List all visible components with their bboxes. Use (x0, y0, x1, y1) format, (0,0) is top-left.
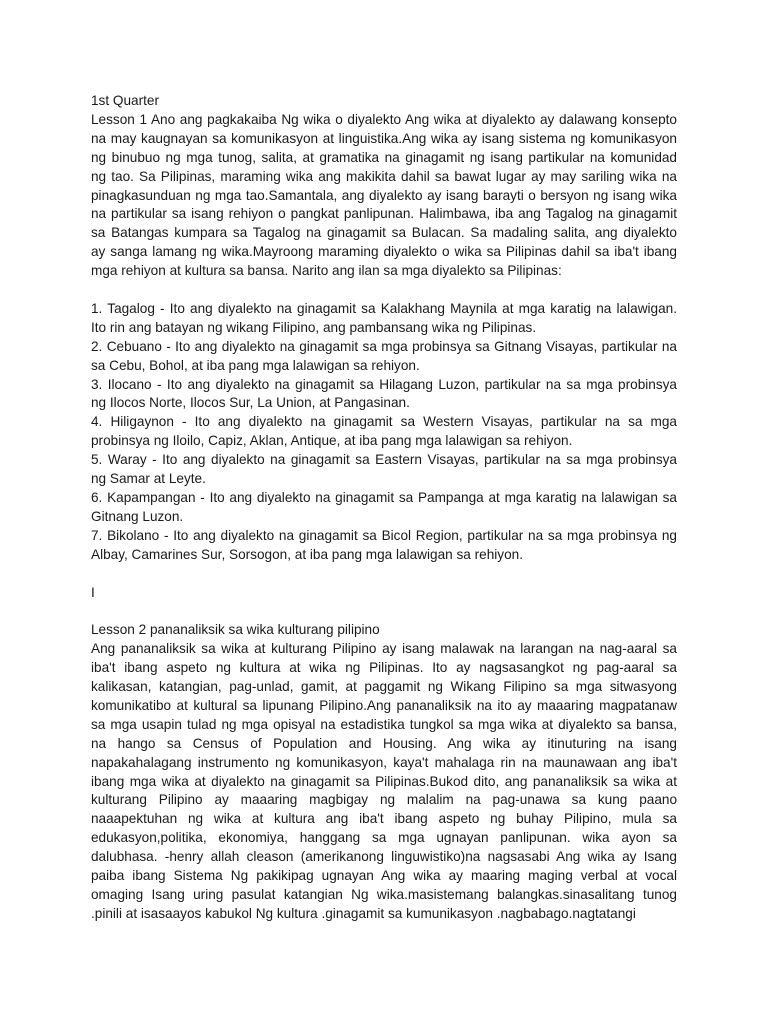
dialect-list-line: 2. Cebuano - Ito ang diyalekto na ginagamit sa mga probinsya sa Gitnang Visayas, partikular na (91, 338, 677, 354)
lesson2-line: dalubhasa. -henry allah cleason (amerikanong linguwistiko)na nagsasabi Ang wika ay Isang (91, 849, 677, 865)
lesson2-line: paiba ibang Sistema Ng pakikipag ugnayan Ang wika ay maaring maging verbal at vocal (91, 868, 677, 884)
dialect-list-line: Albay, Camarines Sur, Sorsogon, at iba pang mga lalawigan sa rehiyon. (91, 546, 523, 562)
dialect-list-line: Gitnang Luzon. (91, 508, 184, 524)
lesson2-line: napakahalagang instrumento ng komunikasyon, kaya't mahalaga rin na maunawaan ang iba't (91, 754, 677, 770)
lesson2-line: .pinili at isasaayos kabukol Ng kultura .ginagamit sa kumunikasyon .nagbabago.nagtatangi (91, 905, 636, 921)
paragraph-spacer (91, 565, 677, 584)
dialect-list-line: 5. Waray - Ito ang diyalekto na ginagamit sa Eastern Visayas, partikular na sa mga probinsya (91, 452, 677, 468)
lesson1-line: Lesson 1 Ano ang pagkakaiba Ng wika o diyalekto Ang wika at diyalekto ay dalawang konsepto (91, 111, 677, 127)
paragraph-spacer (91, 281, 677, 300)
dialect-list-line: 4. Hiligaynon - Ito ang diyalekto na ginagamit sa Western Visayas, partikular na sa mga (91, 414, 677, 430)
lesson2-line: omaging Isang uring pasulat katangian Ng wika.masistemang balangkas.sinasalitang tunog (91, 887, 677, 903)
lesson2-line: kalikasan, katangian, pag-unlad, gamit, at paggamit ng Wikang Filipino sa mga sitwasyong (91, 679, 677, 695)
lesson2-line: iba't ibang aspeto ng kultura at wika ng Pilipinas. Ito ay nagsasangkot ng pag-aaral sa (91, 660, 677, 676)
stray-character: I (91, 584, 95, 600)
dialect-list-line: ng Ilocos Norte, Ilocos Sur, La Union, at Pangasinan. (91, 395, 410, 411)
lesson2-line: ibang mga wika at diyalekto na ginagamit sa Pilipinas.Bukod dito, ang pananaliksik sa wika at (91, 773, 677, 789)
lesson2-line: Ang pananaliksik sa wika at kulturang Pilipino ay isang malawak na larangan na nag-aaral sa (91, 641, 677, 657)
lesson1-line: ay sanga lamang ng wika.Mayroong maraming diyalekto o wika sa Pilipinas dahil sa iba't ibang (91, 244, 677, 260)
lesson2-line: naaapektuhan ng wika at kultura ang iba't ibang aspeto ng buhay Pilipino, mula sa (91, 811, 677, 827)
lesson2-title: Lesson 2 pananaliksik sa wika kulturang pilipino (91, 622, 380, 638)
lesson2-line: komunikatibo at kultural sa lipunang Pilipino.Ang pananaliksik na ito ay maaaring magpatanaw (91, 697, 677, 713)
dialect-list-line: sa Cebu, Bohol, at iba pang mga lalawigan sa rehiyon. (91, 357, 420, 373)
lesson1-line: mga rehiyon at kultura sa bansa. Narito ang ilan sa mga diyalekto sa Pilipinas: (91, 263, 562, 279)
quarter-heading: 1st Quarter (91, 93, 159, 108)
lesson2-paragraph (91, 640, 677, 924)
lesson1-line: sa Batangas kumpara sa Tagalog na ginagamit sa Bulacan. Sa madaling salita, ang diyalekto (91, 225, 677, 241)
dialect-list-line: 6. Kapampangan - Ito ang diyalekto na ginagamit sa Pampanga at mga karatig na lalawigan sa (91, 490, 677, 506)
lesson1-line: na may kaugnayan sa komunikasyon at linguistika.Ang wika ay isang sistema ng komunikasyon (91, 130, 677, 146)
lesson2-line: kulturang Pilipino ay maaaring magbigay ng malalim na pag-unawa sa kung paano (91, 792, 677, 808)
dialect-list-line: 1. Tagalog - Ito ang diyalekto na ginagamit sa Kalakhang Maynila at mga karatig na lalawigan. (91, 300, 677, 316)
lesson2-line: edukasyon,politika, ekonomiya, hanggang sa mga ugnayan panlipunan. wika ayon sa (91, 830, 677, 846)
dialect-list-line: 7. Bikolano - Ito ang diyalekto na ginagamit sa Bicol Region, partikular na sa mga probinsya ng (91, 527, 677, 543)
lesson1-line: pinagkasunduan ng mga tao.Samantala, ang diyalekto ay isang barayti o bersyon ng isang wika (91, 187, 677, 203)
lesson2-line: sa mga usapin tulad ng mga opisyal na estadistika tungkol sa mga wika at diyalekto sa bansa, (91, 716, 677, 732)
dialect-list-line: Ito rin ang batayan ng wikang Filipino, ang pambansang wika ng Pilipinas. (91, 319, 537, 335)
dialect-list-line: ng Samar at Leyte. (91, 471, 206, 487)
paragraph-spacer (91, 602, 677, 621)
lesson1-line: na partikular sa isang rehiyon o pangkat panlipunan. Halimbawa, iba ang Tagalog na ginagamit (91, 206, 677, 222)
lesson2-line: na hango sa Census of Population and Housing. Ang wika ay itinuturing na isang (91, 735, 677, 751)
dialect-list-line: 3. Ilocano - Ito ang diyalekto na ginagamit sa Hilagang Luzon, partikular na sa mga probinsya (91, 376, 677, 392)
lesson1-line: ng binubuo ng mga tunog, salita, at gramatika na ginagamit ng isang partikular na komunidad (91, 149, 677, 165)
lesson1-line: ng tao. Sa Pilipinas, maraming wika ang makikita dahil sa bawat lugar ay may sariling wika na (91, 168, 677, 184)
dialect-list (91, 300, 677, 565)
lesson1-paragraph (91, 111, 677, 281)
dialect-list-line: probinsya ng Iloilo, Capiz, Aklan, Antique, at iba pang mga lalawigan sa rehiyon. (91, 433, 573, 449)
